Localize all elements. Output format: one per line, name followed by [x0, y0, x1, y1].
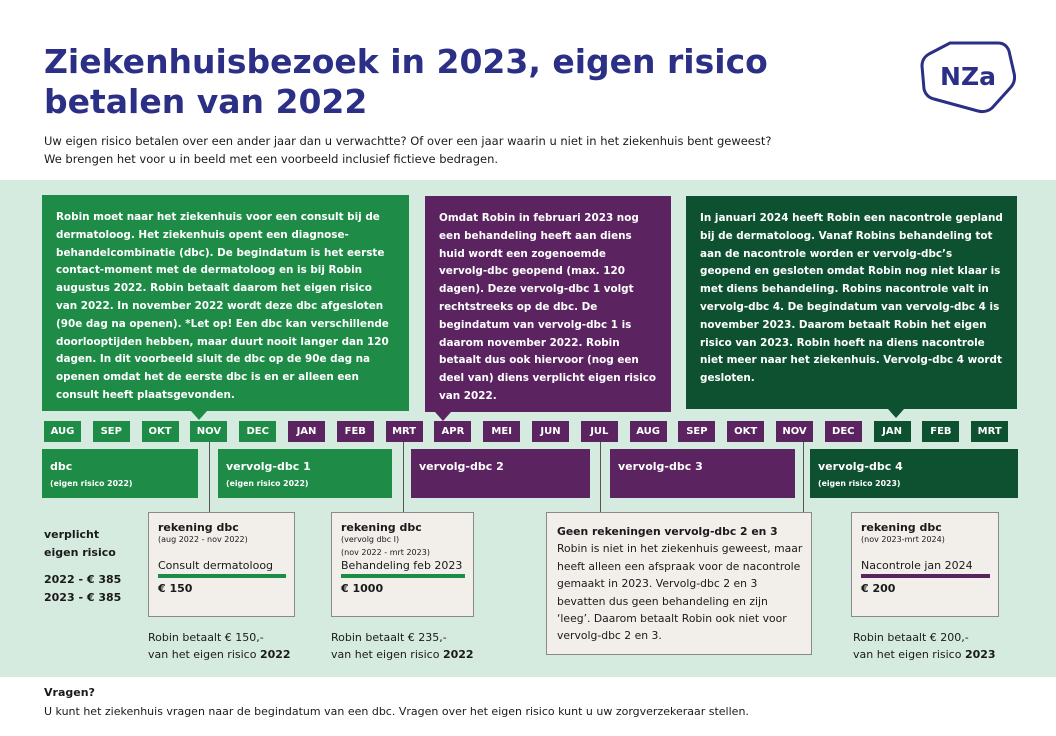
- invoice-amount: € 1000: [341, 582, 384, 595]
- month-label: JUL: [581, 421, 618, 442]
- month-label: FEB: [337, 421, 374, 442]
- eigen-risico-2022: 2022 - € 385: [44, 573, 122, 586]
- explanation-text-dbc: Robin moet naar het ziekenhuis voor een consult bij de dermatoloog. Het ziekenhuis opent een diagnose-behandelcombinatie (dbc). De begindatum is het eerste contact-moment met de dermatoloog en is bij Robin augustus 2022. Robin betaalt daarom het eigen risico van 2022. In november 2022 wordt deze dbc afgesloten (90e dag na openen). *Let op! Een dbc kan verschillende doorlooptijden hebben, maar duurt nooit langer dan 120 dagen. In dit voorbeeld sluit de dbc op de 90e dag na openen omdat het de eerste dbc is en er alleen een consult heeft plaatsgevonden.: [56, 211, 389, 401]
- bar-vervolg-dbc-1-label: vervolg-dbc 1: [226, 460, 311, 473]
- invoice-divider: [158, 574, 286, 578]
- payment-statement-dbc: Robin betaalt € 150,- van het eigen risico 2022: [148, 631, 291, 661]
- month-label: MRT: [971, 421, 1008, 442]
- invoice-period: (nov 2022 - mrt 2023): [341, 547, 430, 557]
- bar-vervolg-dbc-3-label: vervolg-dbc 3: [618, 460, 703, 473]
- nza-logo: [920, 40, 1016, 114]
- invoice-divider: [341, 574, 465, 578]
- month-label: AUG: [44, 421, 81, 442]
- month-label: MEI: [483, 421, 520, 442]
- month-label: SEP: [678, 421, 715, 442]
- invoice-period: (nov 2023-mrt 2024): [861, 535, 945, 544]
- explanation-box-vervolg-dbc-4: [686, 196, 1017, 409]
- invoice-divider: [861, 574, 990, 578]
- bar-vervolg-dbc-4-sub: (eigen risico 2023): [818, 479, 901, 488]
- invoice-description: Consult dermatoloog: [158, 558, 274, 572]
- bar-vervolg-dbc-4-label: vervolg-dbc 4: [818, 460, 903, 473]
- invoice-card-dbc: [148, 512, 295, 617]
- verplicht-eigen-risico-amounts: [44, 571, 121, 607]
- month-label: MRT: [386, 421, 423, 442]
- month-label: JAN: [288, 421, 325, 442]
- note-text: Robin is niet in het ziekenhuis geweest, maar heeft alleen een afspraak voor de nacontrole gemaakt in 2023. Vervolg-dbc 2 en 3 bevatten dus geen behandeling en zijn ‘leeg’. Daarom betaalt Robin ook niet voor vervolg-dbc 2 en 3.: [557, 542, 803, 643]
- intro-text: [44, 132, 944, 168]
- no-invoices-note: [546, 512, 812, 655]
- month-label: DEC: [239, 421, 276, 442]
- invoice-title: rekening dbc: [861, 521, 942, 534]
- bar-vervolg-dbc-3: [610, 449, 795, 498]
- month-label: NOV: [190, 421, 227, 442]
- questions-heading: Vragen?: [44, 686, 95, 699]
- invoice-period: (aug 2022 - nov 2022): [158, 535, 248, 544]
- connector-line: [803, 442, 804, 514]
- bar-vervolg-dbc-2: [411, 449, 590, 498]
- month-label: NOV: [776, 421, 813, 442]
- connector-line: [600, 442, 601, 514]
- intro-line-1: Uw eigen risico betalen over een ander jaar dan u verwachtte? Of over een jaar waarin u niet in het ziekenhuis bent geweest?: [44, 134, 772, 148]
- month-label: AUG: [630, 421, 667, 442]
- explanation-text-vervolg-dbc-1: Omdat Robin in februari 2023 nog een behandeling heeft aan diens huid wordt een zogenoemde vervolg-dbc geopend (max. 120 dagen). Deze vervolg-dbc 1 volgt rechtstreeks op de dbc. De begindatum van vervolg-dbc 1 is daarom november 2022. Robin betaalt dus ook hiervoor (nog een deel van) diens verplicht eigen risico van 2022.: [439, 212, 656, 402]
- month-label: SEP: [93, 421, 130, 442]
- box-pointer-dbc: [191, 411, 207, 420]
- bar-dbc-sub: (eigen risico 2022): [50, 479, 133, 488]
- month-label: FEB: [922, 421, 959, 442]
- connector-line: [209, 442, 210, 514]
- invoice-amount: € 200: [861, 581, 896, 595]
- bar-dbc-label: dbc: [50, 460, 73, 473]
- explanation-text-vervolg-dbc-4: In januari 2024 heeft Robin een nacontrole gepland bij de dermatoloog. Vanaf Robins behandeling tot aan de nacontrole worden er vervolg-dbc’s geopend en gesloten omdat Robin nog niet klaar is met diens behandeling. Robins nacontrole valt in vervolg-dbc 4. De begindatum van vervolg-dbc 4 is november 2023. Daarom betaalt Robin het eigen risico van 2023. Robin hoeft na diens nacontrole niet meer naar het ziekenhuis. Vervolg-dbc 4 wordt gesloten.: [700, 212, 1003, 385]
- verplicht-eigen-risico-label: verplicht eigen risico: [44, 528, 116, 559]
- intro-line-2: We brengen het voor u in beeld met een voorbeeld inclusief fictieve bedragen.: [44, 152, 499, 166]
- invoice-title: rekening dbc: [158, 521, 239, 534]
- invoice-description: Nacontrole jan 2024: [861, 558, 973, 572]
- month-label: OKT: [727, 421, 764, 442]
- box-pointer-vervolg-dbc-1: [435, 412, 451, 421]
- questions-text: U kunt het ziekenhuis vragen naar de begindatum van een dbc. Vragen over het eigen risico kunt u uw zorgverzekeraar stellen.: [44, 705, 749, 718]
- page-title: Ziekenhuisbezoek in 2023, eigen risico betalen van 2022: [44, 42, 768, 121]
- connector-line: [403, 442, 404, 514]
- invoice-subtitle: (vervolg dbc I): [341, 535, 400, 544]
- invoice-card-vervolg-dbc-1: [331, 512, 474, 617]
- explanation-box-dbc: [42, 195, 409, 411]
- payment-statement-vervolg-dbc-4: Robin betaalt € 200,- van het eigen risico 2023: [853, 631, 996, 661]
- logo-text: NZa: [940, 62, 996, 91]
- bar-vervolg-dbc-2-label: vervolg-dbc 2: [419, 460, 504, 473]
- invoice-card-vervolg-dbc-4: [851, 512, 999, 617]
- bar-vervolg-dbc-1: [218, 449, 392, 498]
- invoice-amount: € 150: [158, 581, 193, 595]
- month-label: DEC: [825, 421, 862, 442]
- month-label: JUN: [532, 421, 569, 442]
- bar-dbc: [42, 449, 198, 498]
- explanation-box-vervolg-dbc-1: [425, 196, 671, 412]
- invoice-title: rekening dbc: [341, 521, 422, 534]
- bar-vervolg-dbc-1-sub: (eigen risico 2022): [226, 479, 309, 488]
- box-pointer-vervolg-dbc-4: [888, 409, 904, 418]
- note-title: Geen rekeningen vervolg-dbc 2 en 3: [557, 525, 778, 538]
- bar-vervolg-dbc-4: [810, 449, 1018, 498]
- payment-statement-vervolg-dbc-1: Robin betaalt € 235,- van het eigen risico 2022: [331, 631, 474, 661]
- eigen-risico-2023: 2023 - € 385: [44, 591, 122, 604]
- month-label: OKT: [142, 421, 179, 442]
- month-label: JAN: [874, 421, 911, 442]
- invoice-description: Behandeling feb 2023: [341, 559, 463, 572]
- month-label: APR: [434, 421, 471, 442]
